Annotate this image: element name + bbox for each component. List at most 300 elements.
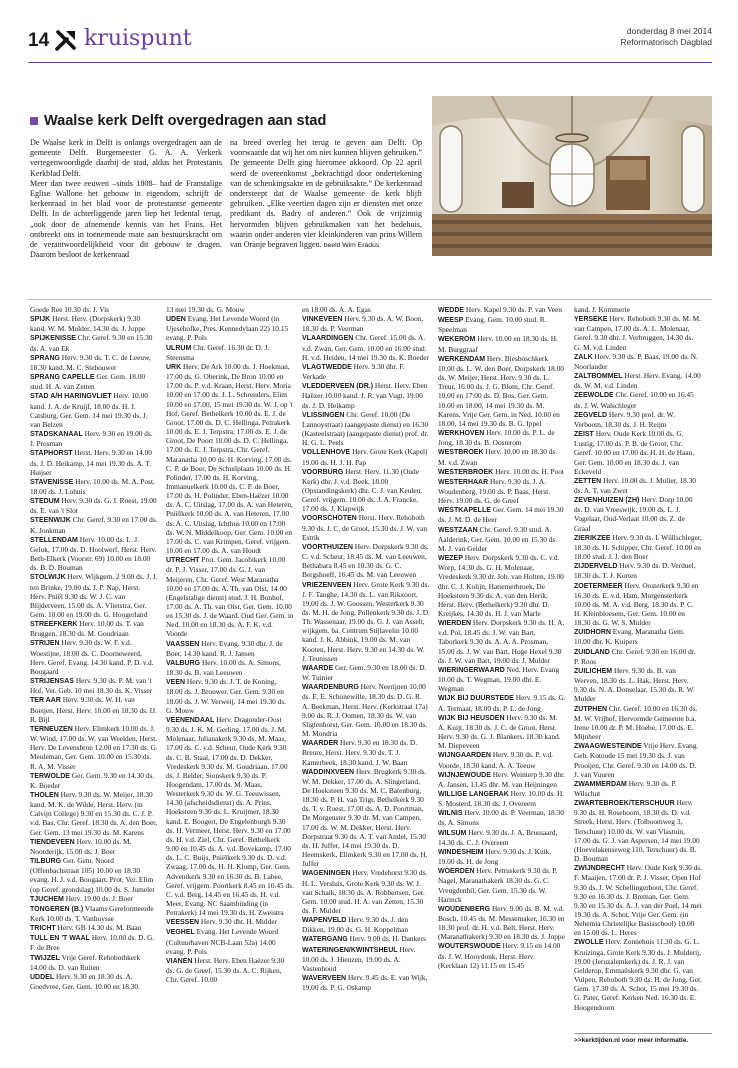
place-name: TER AAR [30, 697, 61, 705]
place-name: VLEDDERVEEN (DR.) [302, 383, 374, 391]
place-name: WAARDE [302, 664, 334, 672]
place-name: ZWIJNDRECHT [574, 865, 625, 873]
church-service-entry [438, 828, 566, 847]
place-name: WESTERBROEK [438, 468, 494, 476]
place-name: STRIJENSAS [30, 678, 74, 686]
place-name: WIJNJEWOUDE [438, 771, 491, 779]
service-times: Evang. Het Levende Woord (Cultuurhaven NCB-Laan 52a) 14.00 evang. P. Pols [166, 927, 279, 956]
church-service-entry [438, 505, 566, 524]
place-name: WIJNGAARDEN [438, 752, 491, 760]
place-name: VOORTHUIZEN [302, 543, 353, 551]
place-name: WESTKAPELLE [438, 507, 491, 515]
place-name: ZEIST [574, 431, 594, 439]
place-name: WOUTERSWOUDE [438, 943, 501, 951]
church-service-entry [438, 334, 566, 353]
church-service-entry [30, 856, 158, 894]
church-service-entry [438, 847, 566, 866]
church-service-entry [438, 808, 566, 827]
service-times: Herv. 10.00 ds. P. L. de Jong, 18.30 ds. B. Oosterom [438, 428, 555, 448]
service-times: Herst. Herv. Evang. 14.00 ds. W. M. v.d. Linden [574, 371, 701, 391]
place-name: VRIEZENVEEN [302, 581, 352, 589]
church-service-entry [166, 658, 294, 677]
church-service-entry [438, 305, 566, 315]
place-name: WOUDENBERG [438, 905, 491, 913]
service-times: Herv. 9.30 en 18.30 ds. A. Goedvree, Ger. Gem. 10.00 en 18.30. [30, 971, 140, 992]
church-service-entry [302, 333, 430, 361]
place-name: WIJK BIJ DUURSTEDE [438, 695, 514, 703]
church-service-entry [30, 477, 158, 496]
church-service-entry [438, 665, 566, 693]
church-service-entry [574, 741, 702, 779]
church-service-entry [30, 333, 158, 352]
place-name: TILBURG [30, 858, 62, 866]
church-service-entry [574, 314, 702, 352]
church-service-entry [166, 305, 294, 314]
service-times: Chr. Geref. 10.00 (De Lannoystraat) (aangepaste dienst) en 16.30 (Kasteelstraat) (aangepaste dienst) prof. dr. H. G. L. Peels [302, 409, 429, 448]
service-times: Chr. Geref. 9.30 stud. A. Aalderink, Ger. Gem. 10.00 en 15.30 ds. M. J. van Gelder [438, 524, 558, 553]
service-times: Ger. Gem. Noord (Offenbachstraat 105) 10.00 en 18.30 evang. H. J. v.d. Boogaart, Prot. Ver. Elim (op Geref. grondslag) 10.00 ds. S. Jumelet [30, 856, 155, 894]
service-times: Herv. 9.15 en 14.00 ds. J. W. Hooydonk, Herst. Herv. (Kerklaan 12) 11.15 en 15.45 [438, 941, 561, 970]
church-service-entry [302, 868, 430, 915]
place-name: WAARDENBURG [302, 684, 359, 692]
place-name: WILLIGE LANGERAK [438, 790, 509, 798]
service-times: Herv. Dorpskerk 9.30 ds. C. v.d. Scheur, 18.45 ds. M. van Leeuwen, Bethabara 8.45 en 10.30 ds. G. C. Bergshoeff, 16.45 ds. M. van Leeuwen [302, 541, 429, 580]
church-service-entry [302, 314, 430, 333]
church-service-entry [302, 542, 430, 580]
church-service-entry [166, 343, 294, 362]
place-name: VEESSEN [166, 919, 200, 927]
church-service-entry [574, 390, 702, 409]
church-service-entry [438, 315, 566, 334]
service-times: Herv. 9.30 ds. J. den Dikken, 19.00 ds. G. H. Koppelman [302, 915, 409, 935]
church-service-entry [302, 663, 430, 682]
church-service-entry [166, 677, 294, 715]
service-times: Herv. 9.30 ds. W. Meijer, 18.30 kand. M. K. de Wilde, Herst. Herv. (in Calvijn College) 9.30 en 15.30 ds. C. J. P. v.d. Bas, Chr. Geref. 18.30 ds. A. den Boer, Ger. Gem. 13 mei 19.30 ds. M. Karens [30, 789, 158, 837]
place-name: VALBURG [166, 659, 201, 667]
more-info-link[interactable]: >>kerktijden.nl voor meer informatie. [574, 1037, 689, 1044]
church-service-entry [30, 695, 158, 723]
service-times: Evang. Gem. 10.00 stud. R. Speelman [438, 315, 547, 335]
service-times: Herv. Dorpskerk 9.30 ds. H. A. v.d. Pol, 18.45 ds. J. W. van Bart, Taborkerk 9.30 ds. A. A. A. Prosman, 15.00 ds. J. W. van Bart, Hoge Hexel 9.30 ds. J. W. van Bart, 19.00 ds. J. Mulder [438, 618, 565, 665]
church-service-entry [574, 863, 702, 937]
service-times: Herv. 10.00 en 18.30 ds. H. M. Burggraaf [438, 334, 558, 354]
church-service-entry [30, 724, 158, 771]
place-name: WERKHOVEN [438, 430, 485, 438]
place-name: VLAGTWEDDE [302, 363, 352, 371]
place-name: WESTERHAAR [438, 478, 489, 486]
listing-column-2 [166, 305, 294, 984]
place-name: WIERINGERWAARD [438, 666, 505, 674]
place-name: VINKEVEEN [302, 316, 343, 324]
place-name: STAPHORST [30, 450, 73, 458]
place-name: STEDUM [30, 498, 60, 506]
newspaper-name: Reformatorisch Dagblad [620, 37, 712, 47]
service-times: Vrije Geref. Rehobothkerk 14.00 ds. D. van Ruiten [30, 952, 141, 972]
church-service-entry [30, 904, 158, 923]
church-service-entry [30, 894, 158, 904]
church-service-entry [438, 866, 566, 904]
service-times: Herst. Herv. Eben Haëzer 10.00 kand. J. R. van Vugt, 19.00 ds. J. D. Heikamp [302, 381, 428, 410]
service-times: Herv. 19.00 ds. J. Boer [65, 893, 133, 903]
service-times: Chr. Geref. 9.30 en 17.00 ds. K. Jonkman [30, 515, 158, 535]
service-times: Herv. Oosterkerk 9.30 en 16.30 ds. E. v.d. Ham, Morgensterkerk 10.00 ds. M. A. v.d. Berg, 18.30 ds. P. C. H. Kleinbloesem, Ger. Gem. 10.00 en 18.30 ds. G. W. S. Mulder [574, 580, 699, 628]
place-name: ZWAMMERDAM [574, 780, 627, 788]
place-name: VLAARDINGEN [302, 335, 354, 343]
service-times: Herv. 9.30 prof. dr. W. Verboom, 18.30 ds. J. H. Reijm [574, 409, 675, 429]
service-times: Herv. GB 14.30 ds. M. Baan [57, 923, 142, 933]
place-name: WILSUM [438, 829, 467, 837]
service-times: Vrije Herv. Evang. Geb. Kotoude 15 mei 19.30 ds. J. van Prooijen, Chr. Geref. 9.30 en 14.00 ds. D. J. van Vuuren [574, 741, 699, 779]
service-times: Chr. Geref. 10.00 en 16.45 ds. J. W. Walschleger [574, 390, 694, 410]
service-times: Herv. Biesboschkerk 10.00 ds. L. W. den Boer, Dorpskerk 18.00 ds. W. Meijer, Herst. Herv. 9.30 ds. L. Treur, 16.00 ds. J. G. Blom, Chr. Geref. 10.00 en 17.00 ds. D. Bos, Ger. Gem. 10.00 en 18.00, 14 mei 19.30 ds. M. Karens, Vrije Ger. Gem. in Ned. 10.00 en 18.00, 14 mei 19.30 ds. B. G. Ippel [438, 353, 564, 428]
church-service-entry [30, 429, 158, 448]
church-service-entry [302, 580, 430, 663]
service-times: Herv. 10.00 ds. P. Veerman, 18.30 ds. A. Simons [438, 808, 564, 828]
church-service-entry [302, 305, 430, 314]
listing-column-4 [438, 305, 566, 970]
church-service-entry [302, 682, 430, 738]
place-name: VOORSCHOTEN [302, 515, 357, 523]
church-service-entry [166, 314, 294, 342]
church-service-entry [574, 352, 702, 371]
church-service-entry [438, 789, 566, 808]
article-column-2 [230, 138, 422, 251]
service-times: Herv. Oude Kerk 10.00 ds. G. Lustig, 17.00 ds. P. B. de Groot, Chr. Geref. 10.00 en 17.00 ds. H. H. de Haan, Ger. Gem. 10.00 en 18.30 ds. J. van Eckeveld [574, 429, 695, 476]
article-title-text: Waalse kerk Delft overgedragen aan stad [44, 113, 327, 129]
article-title [30, 113, 326, 129]
church-service-entry [574, 937, 702, 1011]
service-times: Evang. Maranatha Gem. 10.00 dhr. K. Kuipers [574, 627, 685, 647]
church-service-entry [302, 767, 430, 869]
place-name: VEGHEL [166, 929, 195, 937]
church-service-entry [166, 956, 294, 984]
service-times: Herv. 9.30 ds. H. Roseboom, 18.30 ds. D. v.d. Streek, Herst. Herv. (Tolboomweg 3, Terschuur) 10.00 ds. W. van Vlastuin, 17.00 ds. G. J. van Aspersen, 14 mei 19.00 (Hoevelakenseweg 110, Terschuur) ds. B. D. Bouman [574, 798, 700, 864]
church-service-entry [438, 467, 566, 477]
place-name: ZUIDHORN [574, 629, 611, 637]
church-service-entry [30, 771, 158, 790]
church-service-entry [302, 513, 430, 541]
church-service-entry [574, 371, 702, 390]
church-service-entry [30, 391, 158, 429]
place-name: ZUILICHEM [574, 667, 613, 675]
service-times: Herv. 9.30 ds. T. C. de Leeuw, 18.30 kand. M. C. Stehouwer [30, 352, 151, 372]
service-times: Herv. 10.00 ds. J. Muller, 18.30 ds. A. T. van Zwet [574, 475, 696, 495]
place-name: STRIJEN [30, 640, 60, 648]
service-times: Herv. 10.00 ds. A. Simons, 18.30 ds. B. van Leeuwen [166, 657, 281, 678]
service-times: Herv. 10.00 ds. T. van Bruggen, 18.30 ds. M. Goudriaan [30, 619, 144, 639]
place-name: TULL EN 'T WAAL [30, 935, 90, 943]
church-service-entry [574, 704, 702, 742]
service-times: Herv. Kapel 9.30 ds. P. van Veen [465, 305, 562, 314]
church-service-entry [166, 715, 294, 917]
bullet-square-icon [30, 117, 38, 125]
place-name: ZETTEN [574, 477, 602, 485]
place-name: WILNIS [438, 810, 463, 818]
article-text-2: na breed overleg het terug te geven aan Delft. Op voorwaarde dat wij het om niet kunnen blijven gebruiken.” De gemeente Delft ging hieromee akkoord. Op 22 april werd de overeenkomst „bekrachtigd door ondertekening van de schenkingsakte en de gebruiksakte.” De kerkenraad ondersteept dat de Waalse gemeente de kerk blijft gebruiken. „Elke veertien dagen zijn er diensten met onze predikant ds. Badry of anderen.” Ook de vrijzinnig hervormden blijven gebruikmaken van het bedehuis, waarin onder anderen vier kleinkinderen van prins Willem van Oranje begraven liggen. [230, 138, 422, 250]
place-name: WERKENDAM [438, 355, 486, 363]
place-name: WADDINXVEEN [302, 768, 355, 776]
place-name: WIERDEN [438, 620, 472, 628]
place-name: UTRECHT [166, 557, 200, 565]
church-service-entry [166, 362, 294, 555]
place-name: ZEVENHUIZEN (ZH) [574, 497, 640, 505]
service-times: Herv. Dorp 10.00 ds. D. van Vreeswijk, 19.00 ds. L. J. Vogelaar, Oud-Verlaat 10.00 ds. Z. de Graaf [574, 495, 693, 533]
place-name: ZUIDLAND [574, 648, 610, 656]
service-times: Herv. Brugkerk 9.30 ds. W. M. Dekker, 17.00 ds. A. Slingerland, De Hoeksteen 9.30 ds. M. C. Batenburg, 18.30 ds. P. H. van Trigt, Bethelkerk 9.30 ds. T. v. Roest, 17.00 ds. A. D. Poortman, De Morgenster 9.30 dr. M. van Campen, 17.00 ds. W. M. Dekker, Herst. Herv. Dorpstraat 9.30 ds. A. T. van Andel, 15.30 ds. H. Juffer, 14 mei 19.30 ds. D. Heemskerk, Elimkerk 9.30 en 17.00 ds. H. Juffer [302, 766, 428, 869]
section-divider [28, 299, 712, 300]
church-service-entry [574, 647, 702, 666]
header-divider [28, 62, 712, 63]
service-times: Herv. 9.30 dhr. F. Verkade [302, 361, 405, 382]
service-times: Herv. 10.00 ds. J. Hienzen, 19.00 ds. A. Vastenhoud [302, 944, 416, 973]
place-name: ZEGVELD [574, 411, 608, 419]
service-times: Herv. 9.15 ds. G. A. Termaat, 18.00 ds. P. L. de Jong [438, 693, 566, 713]
header-meta [620, 26, 712, 48]
place-name: WAPENVELD [302, 917, 347, 925]
church-service-entry [438, 693, 566, 712]
service-times: Ger. Gem. 18.00 stud. H. A. van Zetten [30, 372, 146, 392]
church-service-entry [30, 496, 158, 515]
place-name: ZWAAGWESTEINDE [574, 743, 642, 751]
service-times: Herv. 9.30 ds. J. T. de Koning, 18.00 ds. J. Brouwer. Ger. Gem. 9.30 en 18.00 ds. J. W. Verweij, 14 mei 19.30 ds. G. Mouw [166, 677, 287, 715]
church-service-entry [30, 972, 158, 991]
place-name: TWIJZEL [30, 954, 60, 962]
service-times: Ger. Gem. 9.30 en 14.30 ds. K. Boeder [30, 770, 155, 790]
service-times: Herv. 9.30 ds. P. Wilschut [574, 778, 677, 798]
place-name: STADSKANAAL [30, 431, 83, 439]
church-service-entry [574, 798, 702, 863]
place-name: WEDDE [438, 307, 465, 314]
service-times: Herv. Elimkerk 10.00 ds. J. W. Wind, 17.00 ds. W. van Weelden, Herst. Herv. De Levensbron 12.00 en 17.30 ds. G. Meuleman, Ger. Gem. 10.00 en 15.30 ds. R. A. M. Visser [30, 723, 158, 771]
church-service-entry [574, 410, 702, 429]
church-service-entry [30, 448, 158, 476]
church-service-entry [438, 750, 566, 769]
church-service-entry [438, 354, 566, 428]
place-name: TONGEREN (B.) [30, 905, 84, 913]
place-name: TERWOLDE [30, 772, 70, 780]
service-times: Herv. 9.30 ds. M. A. Kuijt, 18.30 ds. J. C. de Groot, Herst. Herv. 9.30 ds. G. J. Blankers, 18.30 kand. M. Diepeveen [438, 712, 561, 751]
service-times: Herv. 9.30 ds. J. Kuik, 19.00 ds. H. de Jong [438, 846, 552, 867]
church-service-entry [574, 627, 702, 646]
church-service-entry [30, 353, 158, 372]
church-service-entry [30, 923, 158, 933]
church-service-entry [574, 666, 702, 704]
place-name: ZWOLLE [574, 939, 604, 947]
place-name: ULRUM [166, 344, 192, 352]
service-times: Herst. Herv. Rehoboth 9.30 ds. J. C. de Groot, 15.30 ds. J. W. van Estrik [302, 513, 428, 542]
issue-date: donderdag 8 mei 2014 [626, 26, 712, 36]
place-name: WAGENINGEN [302, 870, 351, 878]
service-times: 13 mei 19.30 ds. G. Mouw [166, 305, 245, 314]
place-name: WATERINGEN/KWINTSHEUL [302, 946, 398, 954]
church-service-entry [302, 381, 430, 409]
service-times: Herv. 9.30 ds. W. F. v.d. Woestijne, 18.00 ds. C. Doorneweerd, Herv. Geref. Evang. 14.30 kand. P. D. v.d. Boogaard [30, 638, 154, 676]
church-interior-photo [432, 96, 712, 256]
service-times: Chr. Geref. 9.30 en 16.00 dr. P. Roos [574, 646, 696, 666]
church-service-entry [166, 555, 294, 638]
service-times: Herv. 9.45 ds. E. van Wijk, 19.00 ds. P. G. Oskamp [302, 973, 428, 993]
place-name: SPIJK [30, 316, 51, 324]
church-service-entry [302, 934, 430, 944]
place-name: WESTZAAN [438, 526, 478, 534]
service-times: Herst. Herv. (Dorpskerk) 9.30 kand. W. M. Mulder, 14.30 ds. J. Joppe [30, 314, 146, 334]
place-name: STAVENISSE [30, 478, 74, 486]
place-name: THOLEN [30, 791, 59, 799]
church-service-entry [438, 713, 566, 751]
service-times: Herv. Vredehorst 9.30 ds. H. L. Versluis, Grote Kerk 9.30 ds. W. J. van Schaik, 18.30 ds. A. Robbertsen, Ger. Gem. 10.00 stud. H. A. van Zetten, 15.30 ds. F. Mulder [302, 868, 428, 915]
service-times: Herv. Evang. 9.30 dhr. J. de Boer, 14.30 kand. R. J. Jansen [166, 638, 283, 658]
place-name: WEKEROM [438, 336, 476, 344]
service-times: Herv. 10.00 ds. H. Poot [495, 466, 564, 476]
place-name: TIENDEVEEN [30, 838, 75, 846]
church-service-entry [30, 515, 158, 534]
place-name: ZUTPHEN [574, 705, 608, 713]
service-times: Herv. 9.00 ds. H. Dankers [349, 934, 426, 944]
place-name: UDEN [166, 316, 186, 324]
service-times: Herv. 9.30 dhr. H. Mulder [200, 917, 278, 927]
photo-credit: beeld Wim Eradus [323, 242, 380, 250]
place-name: STELLENDAM [30, 536, 78, 544]
service-times: Herv. Oude Kerk 9.30 ds. F. Maaijen, 17.00 dr. P. J. Visser, Open Hof 9.30 ds. J. W. Schellingerhout, Chr. Geref. 9.30 en 16.30 ds. J. Breman, Ger. Gem. 9.30 en 15.30 ds. A. J. van der Poel, 14 mei 19.30 ds. A. Schot, Vrije Ger. Gem. (in Nehemia Christelijke Basisschool) 10.00 en 15.00 ds. L. Heres [574, 863, 702, 938]
service-times: Herv. 9.30 ds. P. Baas, 19.00 ds. N. Noorlander [574, 351, 698, 371]
page-number: 14 [28, 30, 50, 51]
place-name: SPRANG [30, 354, 60, 362]
church-service-entry [30, 837, 158, 856]
place-name: VOLLENHOVE [302, 449, 351, 457]
place-name: STOLWIJK [30, 574, 66, 582]
place-name: WAVERVEEN [302, 975, 347, 983]
place-name: ZALK [574, 353, 593, 361]
church-service-entry [438, 941, 566, 969]
service-times: Herv. Grote Kerk (Kapel) 19.00 ds. H. J. H. Pap [302, 447, 428, 467]
place-name: UDDEL [30, 973, 55, 981]
church-service-entry [30, 305, 158, 314]
service-times: Ned. Herv. Evang 10.00 ds. T. Wegman, 19.00 dhr. E. Wegman [438, 664, 560, 694]
place-name: URK [166, 363, 182, 371]
place-name: SPRANG CAPELLE [30, 374, 95, 382]
place-name: STREEFKERK [30, 621, 78, 629]
church-service-entry [302, 915, 430, 934]
place-name: VEEN [166, 679, 186, 687]
service-times: en 18.00 ds. A. A. Egas [302, 305, 371, 314]
footer-divider [574, 1033, 712, 1034]
church-service-entry [30, 619, 158, 638]
church-service-entry [574, 476, 702, 495]
church-service-entry [30, 372, 158, 391]
service-times: Herv. 9.30 en 18.30 ds. D. Breure, Herst. Herv. 9.30 ds. T. J. Kamerbeek, 18.30 kand. J. W. Baan [302, 738, 418, 767]
church-service-entry [30, 535, 158, 573]
church-service-entry [30, 933, 158, 952]
service-times: Evang. Het Levende Woord (in Ujesehofke, Pres. Kennedylaan 22) 10.15 evang. P. Pols [166, 314, 289, 343]
service-times: Herv. Grote Kerk 9.30 ds. J. F. Tanghe, 14.30 ds. L. van Rikxoort, 19.00 ds. J. W. Goossen, Westerkerk 9.30 ds. M. H. de Jong, Pollenkerk 9.30 ds. J. D. Th. Wassenaar, 19.00 ds. G. J. van Asselt, wijkgem. ba. Centrum Stijlavelin 10.00 kand. J. K. Abbink, 19.00 ds. M. van Kooten, Herst. Herv. 9.30 en 14.30 ds. W. J. Teunissen [302, 579, 430, 663]
photo-illustration [432, 96, 712, 256]
crossroads-icon [54, 28, 78, 52]
church-service-entry [574, 779, 702, 798]
page-header [28, 20, 712, 64]
article-column-1 [30, 138, 222, 260]
service-times: Herv. 10.00 kand. J. A. de Kruijf, 18.00 ds. H. J. Catsburg, Ger. Gem. 14 mei 19.30 ds. J. van Belzen [30, 391, 148, 429]
service-times: Herv. Dragonder-Oost 9.30 ds. J. K. M. Gerling, 17.00 ds. J. M. Molenaar, Julianakerk 9.30 ds. M. Maas, 17.00 ds. C. v.d. Scheur, Oude Kerk 9.30 ds. C. B. Staal, 17.00 ds. D. Dekker, Vredeskerk 9.30 ds. M. Goudriaan, 17.00 ds. J. Belder, Sionskerk 9.30 ds. P. Hoogendam, 17.00 ds. M. Maas, Westerkerk 9.30 ds. W. G. Teeuwissen, 14.30 (afscheidsdienst) ds. A. Prins, Hoeksteen 9.30 ds. L. Kruijmer, 18.30 kand. E. Boogert, De Engelenburgh 9.30 ds. H. Vermeer, Herst. Herv. 9.30 en 17.00 ds. H. v.d. Ziel, Chr. Geref. Bethelkerk 9.00 en 10.45 ds. A. v.d. Bovekamp, 17.00 ds. L. C. Buijs, Pniëlkerk 9.30 ds. D. v.d. Zwaag, 17.00 ds. H. H. Klomp, Ger. Gem. Adventkerk 9.30 en 16.30 ds. B. Labee, Geref. vrijgem. Poortkerk 8.45 en 10.45 ds. C. v.d. Berg, 14.45 en 16.45 ds. H. v.d. Meer, Evang. NC Saambinding (in Petrakerk) 14 mei 19.30 ds. H. Zweistra [166, 714, 294, 918]
listing-column-1 [30, 305, 158, 991]
service-times: Herv. 9.30 ds. P. M. van 't Hof, Ver. Geb. 10 mei 18.30 ds. K. Visser [30, 676, 153, 696]
church-service-entry [30, 314, 158, 333]
place-name: VEENENDAAL [166, 716, 215, 724]
church-service-entry [438, 618, 566, 665]
service-times: Herv. Rehoboth 9.30 ds. M. M. van Campen, 17.00 ds. A. L. Molenaar, Geref. 9.30 dhr. J. Verbruggen, 14.30 ds. G. M. v.d. Linden [574, 314, 702, 352]
service-times: Herv. 10.00 ds. H. S. Mosterd, 18.30 ds. J. Overeem [438, 788, 565, 809]
service-times: Herv. 9.30 ds. G. J. Roest, 19.00 ds. E. van 't Slot [30, 496, 157, 516]
service-times: Herv. 9.30 ds. D. Verduel, 18.30 ds. T. J. Korten [574, 561, 696, 581]
church-service-entry [302, 973, 430, 992]
church-service-entry [438, 553, 566, 618]
service-times: Herv. 9.00 ds. B. M. v.d. Bosch, 10.45 ds. M. Messemaker, 16.30 en 18.30 prof. dr. H. v.d. Belt, Herst. Herv. (Maranathakerk) 9.30 en 18.30 ds. J. Joppe [438, 903, 565, 942]
place-name: TRICHT [30, 925, 56, 933]
service-times: Prot. Gem. Jacobikerk 10.00 dr. P. J. Visser, 17.00 ds. G. J. van Meijeren, Chr. Geref. West Maranatha 10.00 en 17.00 ds. A. Th. van Olst, 14.00 (Engelstalige dienst) stud. J. H. Bonhof, 17.00 ds. A. Th. van Olst, Ger. Gem. 10.00 en 15.30 ds. J. de Waard, Oud Ger. Gem. in Ned. 10.00 en 18.30 ds. A. F. K. v.d. Voorde [166, 555, 294, 639]
service-times: Herv. Zonnehuis 11.30 ds. G. L. Kruizinga, Grote Kerk 9.30 ds. J. Mulderij, 19.00 (Jeruzalemkerk) ds. J. R. J. van Gelderop, Emmaüskerk 9.30 dhr. G. van Vulpen, Rehoboth 9.30 ds. H. de Jong, Ger. Gem. 17.30 ds. A. Schot, 15 mei 19.30 ds. G. Pater, Geref. Kerken Ned. 16.30 ds. E. Hoogendoorn [574, 937, 702, 1012]
service-times: Goede Ree 10.30 ds. J. Vis [30, 305, 109, 314]
service-times: Herv. Neerijnen 10.00 ds. E. E. Schonewille, 18.30 ds. D. G. R. A. Beekman, Herst. Herv. (Kerkstraat 17a) 9.00 ds. R. J. Oomen, 18.30 ds. W. van Sligtenhorst, Ger. Gem. 10.00 en 18.30 ds. M. Mondria [302, 682, 428, 739]
church-service-entry [438, 447, 566, 466]
church-service-entry [574, 533, 702, 561]
place-name: STAD A/H HARINGVLIET [30, 393, 112, 401]
service-times: Herv. Wijkgem. 2 9.00 ds. J. J. ten Brinke, 19.00 ds. J. P. Nap, Herst. Herv. Pniël 9.30 ds. W. J. C. van Blijderveen, 15.00 ds. A. Vlietstra, Ger. Gem. 10.00 en 19.00 ds. G. Hoogerland [30, 572, 158, 619]
church-service-entry [302, 362, 430, 381]
church-service-entry [302, 467, 430, 514]
service-times: Herv. Weinterp 9.30 dhr. A. Jansen, 13.45 dhr. M. van Heijningen [438, 769, 565, 789]
place-name: VAASSEN [166, 640, 200, 648]
place-name: ZOETERMEER [574, 582, 623, 590]
church-service-entry [166, 927, 294, 955]
service-times: Herv. 10.00 ds. M. Noorderijk, 15.00 ds. J. Boer [30, 836, 132, 856]
church-service-entry [166, 917, 294, 927]
service-times: Herv. 9.30 ds. P. v.d. Voorde, 18.30 kand. A. A. Teeuw [438, 750, 553, 770]
place-name: WIJK BIJ HEUSDEN [438, 714, 505, 722]
place-name: ZEEWOLDE [574, 392, 614, 400]
place-name: STEENWIJK [30, 517, 71, 525]
place-name: VLISSINGEN [302, 411, 345, 419]
service-times: Herv. Petruskerk 9.30 ds. P. Nagel, Maranathakerk 18.30 ds. G. C. Vreugdenhil, Ger. Gem. 15.30 ds. W. Harinck [438, 866, 558, 904]
place-name: TERNEUZEN [30, 725, 73, 733]
church-service-entry [574, 561, 702, 580]
place-name: WATERGANG [302, 936, 348, 944]
place-name: ZIJDERVELD [574, 563, 618, 571]
service-times: Herv. 9.30 ds. J. A. Brussaard, 14.30 ds. C. J. Overeem [438, 827, 558, 847]
listing-column-5 [574, 305, 702, 1012]
service-times: Herv. 10.00 ds. L. J. Geluk, 17.00 ds. D. Hoolwerf, Herst. Herv. Beth-Elkerk (Voorstr. 69) 10.00 en 18.00 ds. B. D. Bouman [30, 534, 157, 573]
service-times: Ger. Gem. 14 mei 19.30 ds. J. M. D. de Heer [438, 505, 564, 525]
article-text-1: De Waalse kerk in Delft is onlangs overgedragen aan de gemeente Delft. Burgemeester G. A. A. Verkerk vertegenwoordigde daarbij de stad, aldus het Protestants Kerkblad Delft. Meer dan twee eeuwen –sinds 1808– had de Franstalige Eglise Wallone het gebouw in eigendom, schrijft de kerkenraad in het blad voor de protestantse gemeente Delft. In de achterliggende jaren liep het ledental terug, „ook door de afnemende kennis van het Frans. Het ontbreekt ons in toenemende mate aan bestuurskracht om de verantwoordelijkheid voor dit gebouw te dragen. Daarom besloot de kerkenraad [30, 138, 222, 260]
place-name: TJUCHEM [30, 895, 64, 903]
listing-column-3 [302, 305, 430, 992]
church-service-entry [302, 945, 430, 973]
place-name: WESTBROEK [438, 449, 484, 457]
service-times: Herv. De Ark 10.00 ds. J. Hoekman, 17.00 ds. G. Oberink, De Bron 10.00 en 17.00 ds. P. v.d. Kraan, Herst. Herv. Moria 10.00 en 17.00 ds. J. L. Schreuders, Elim 10.00 en 17.00, 15 mei 19.30 ds. W. J. op 't Hof, Geref. Bethelkerk 10.00 ds. E. J. de Groot, 17.00 ds. D. C. Hellinga, Petrakerk 10.00 ds. E. J. Terpstra, 17.00 ds. E. J. de Groot, De Poort 10.00 ds. D. C. Hellinga, 17.00 ds. E. J. Terpstra, Chr. Geref. Maranatha 10.00 ds. H. Korving, 17.00 ds. C. P. de Boer, De Schuilplaats 10.00 ds. H. Polinder, 17.00 ds. H. Korving, Immanuelkerk 10.00 ds. C. P. de Boer, 17.00 ds. H. Polinder, Eben-Haëzer 10.00 ds. A. C. Uitslag, 17.00 ds. A. van Heteren, Pniëlkerk 10.00 ds. A. van Heteren, 17.00 ds. A. C. Uitslag, Ichthus 10.00 en 17.00 ds. W. N. Middelkoop, Ger. Gem. 10.00 en 17.00 ds. C. van Krimpen, Geref. vrijgem. 10.00 en 17.00 ds. A. van Houdt [166, 361, 293, 556]
church-service-entry [438, 904, 566, 942]
church-service-entry [166, 639, 294, 658]
church-service-entry [438, 477, 566, 505]
place-name: ZWARTEBROEK/TERSCHUUR [574, 800, 675, 808]
place-name: VOORBURG [302, 468, 344, 476]
church-service-entry [438, 770, 566, 789]
place-name: WAARDER [302, 740, 339, 748]
service-times: Herv. 9.30 ds. J. A. Woudenberg, 19.00 ds. P. Baas, Herst. Herv. 19.00 ds. G. de Greef [438, 476, 551, 506]
service-times: Herv. 9.30 en 19.00 ds. J. Prosman [30, 429, 153, 449]
service-times: Herst. Herv. 9.30 en 14.00 ds. J. D. Heikamp, 14 mei 19.30 ds. A. T. Huijser [30, 448, 152, 477]
place-name: ZIERIKZEE [574, 534, 611, 542]
service-times: Herv. 9.30 ds. A. W. Boon, 18.30 ds. P. Veerman [302, 314, 424, 334]
place-name: SPIJKENISSE [30, 335, 76, 343]
service-times: Herv. 9.30 ds. W. H. van Boeijen, Herst. Herv. 10.00 en 18.30 ds. IJ. R. Bijl [30, 695, 157, 724]
